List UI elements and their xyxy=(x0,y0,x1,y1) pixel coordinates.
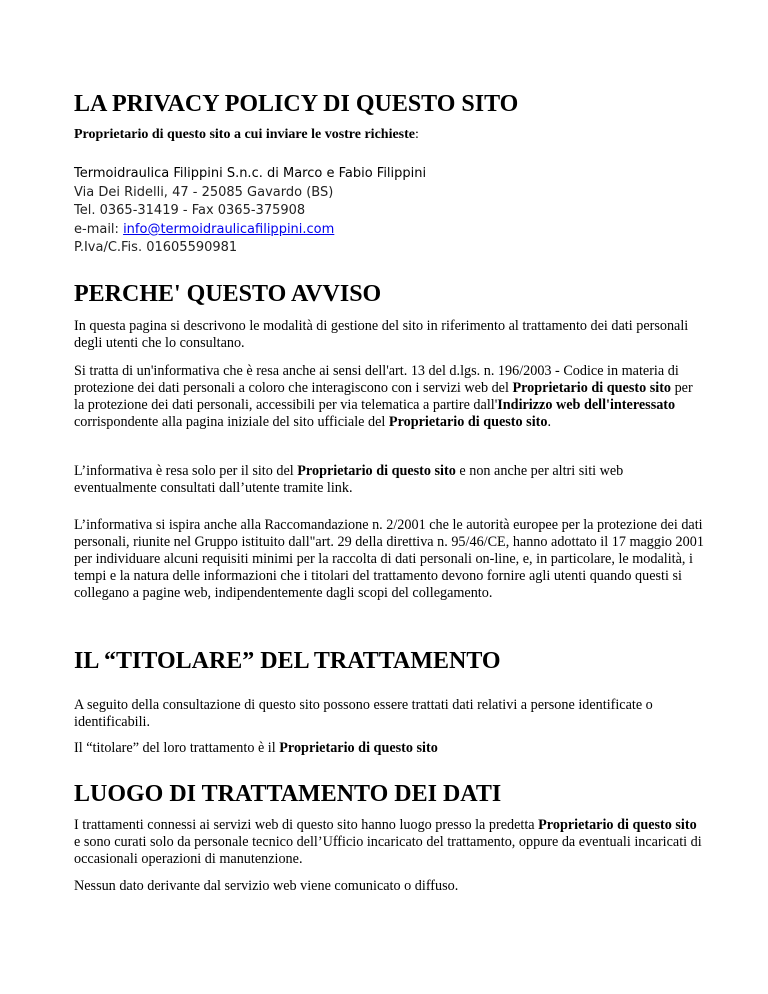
text: . xyxy=(547,414,552,430)
owner-intro-colon: : xyxy=(415,127,419,142)
section-heading-perche-questo-avviso: PERCHE' QUESTO AVVISO xyxy=(74,281,382,307)
section-heading-titolare: IL “TITOLARE” DEL TRATTAMENTO xyxy=(74,648,501,674)
text: corrispondente alla pagina iniziale del sito ufficiale del xyxy=(74,414,389,430)
company-phone-fax: Tel. 0365-31419 - Fax 0365-375908 xyxy=(74,203,306,219)
text: Si tratta di un'informativa che è resa anche ai sensi dell'art. 13 del d.lgs. n. 196/2003 - Codice in materia di protezione dei dati personali a coloro che interagiscono con i servizi web del xyxy=(74,363,679,396)
paragraph-perche-4: L’informativa si ispira anche alla Raccomandazione n. 2/2001 che le autorità europee per la protezione dei dati personali, riunite nel Gruppo istituito dall"art. 29 della direttiva n. 95/46/CE, hanno adottato il 17 maggio 2001 per individuare alcuni requisiti minimi per la raccolta di dati personali on-line, e, in particolare, le modalità, i tempi e la natura delle informazioni che i titolari del trattamento devono fornire agli utenti quando questi si collegano a pagine web, indipendentemente dagli scopi del collegamento. xyxy=(74,517,704,601)
section-heading-privacy-policy: LA PRIVACY POLICY DI QUESTO SITO xyxy=(74,91,519,117)
text: L’informativa è resa solo per il sito del xyxy=(74,463,298,479)
paragraph-titolare-1: A seguito della consultazione di questo sito possono essere trattati dati relativi a persone identificate o identificabili. xyxy=(74,697,653,730)
text: e sono curati solo da personale tecnico dell’Ufficio incaricato del trattamento, oppure da eventuali incaricati di occasionali operazioni di manutenzione. xyxy=(74,834,702,867)
paragraph-perche-1: In questa pagina si descrivono le modalità di gestione del sito in riferimento al trattamento dei dati personali degli utenti che lo consultano. xyxy=(74,318,689,351)
company-vat: P.Iva/C.Fis. 01605590981 xyxy=(74,240,238,256)
section-heading-luogo-trattamento: LUOGO DI TRATTAMENTO DEI DATI xyxy=(74,781,502,807)
company-address: Via Dei Ridelli, 47 - 25085 Gavardo (BS) xyxy=(74,184,334,200)
paragraph-titolare-2 xyxy=(74,740,704,757)
owner-contact-block xyxy=(74,165,426,258)
bold-text: Indirizzo web dell'interessato xyxy=(497,397,676,413)
paragraph-perche-2 xyxy=(74,363,704,431)
paragraph-luogo-2: Nessun dato derivante dal servizio web viene comunicato o diffuso. xyxy=(74,878,459,894)
bold-text: Proprietario di questo sito xyxy=(538,817,697,833)
text: Il “titolare” del loro trattamento è il xyxy=(74,740,280,756)
owner-intro xyxy=(74,126,419,144)
text: I trattamenti connessi ai servizi web di questo sito hanno luogo presso la predetta xyxy=(74,817,539,833)
bold-text: Proprietario di questo sito xyxy=(388,414,548,430)
text: e non anche per altri siti web eventualmente consultati dall’utente tramite link. xyxy=(74,463,624,496)
email-label: e-mail: xyxy=(74,221,124,237)
bold-text: Proprietario di questo sito xyxy=(297,463,456,479)
company-name: Termoidraulica Filippini S.n.c. di Marco e Fabio Filippini xyxy=(74,166,427,181)
paragraph-luogo-1 xyxy=(74,817,704,868)
paragraph-perche-3 xyxy=(74,463,704,497)
text: per la protezione dei dati personali, accessibili per via telematica a partire dall' xyxy=(74,380,693,413)
bold-text: Proprietario di questo sito xyxy=(512,380,672,396)
company-email-line xyxy=(74,221,426,240)
bold-text: Proprietario di questo sito xyxy=(279,740,438,756)
owner-intro-text: Proprietario di questo sito a cui inviare le vostre richieste xyxy=(74,127,416,142)
email-link[interactable]: info@termoidraulicafilippini.com xyxy=(123,221,335,237)
